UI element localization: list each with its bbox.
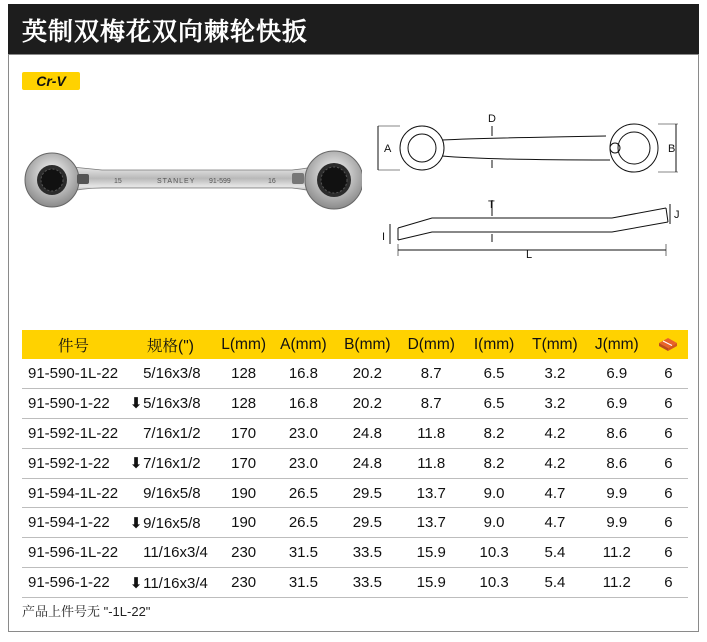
cell-part-number: 91-592-1L-22	[22, 418, 125, 448]
dim-label-t: T	[488, 199, 495, 211]
cell-t: 4.2	[525, 448, 585, 478]
cell-d: 11.8	[399, 448, 463, 478]
cell-d: 15.9	[399, 538, 463, 568]
col-header-t: T(mm)	[525, 330, 585, 359]
cell-b: 33.5	[335, 568, 399, 598]
dim-label-d: D	[488, 113, 496, 125]
cell-j: 9.9	[585, 508, 649, 538]
cell-size-value: 11/16x3/4	[143, 544, 208, 562]
model-marking: 91-599	[209, 178, 231, 185]
cell-l: 230	[216, 538, 272, 568]
cell-d: 13.7	[399, 508, 463, 538]
col-header-b: B(mm)	[335, 330, 399, 359]
cell-part-number: 91-590-1L-22	[22, 359, 125, 388]
cell-l: 128	[216, 359, 272, 388]
spec-table	[22, 330, 688, 598]
table-header-row	[22, 330, 688, 359]
cell-d: 8.7	[399, 388, 463, 418]
cell-a: 31.5	[271, 568, 335, 598]
table-row	[22, 508, 688, 538]
material-badge: Cr-V	[22, 72, 80, 90]
col-header-a: A(mm)	[271, 330, 335, 359]
cell-t: 5.4	[525, 538, 585, 568]
cell-size-value: 9/16x5/8	[143, 514, 201, 532]
dim-label-l: L	[526, 249, 533, 261]
cell-a: 23.0	[271, 418, 335, 448]
col-header-part: 件号	[22, 330, 125, 359]
table-row	[22, 568, 688, 598]
cell-i: 6.5	[463, 359, 525, 388]
cell-size	[125, 418, 216, 448]
cell-t: 3.2	[525, 359, 585, 388]
cell-t: 4.7	[525, 478, 585, 508]
cell-i: 10.3	[463, 538, 525, 568]
cell-j: 9.9	[585, 478, 649, 508]
cell-j: 6.9	[585, 388, 649, 418]
cell-size-value: 5/16x3/8	[143, 395, 201, 413]
cell-i: 9.0	[463, 478, 525, 508]
cell-l: 128	[216, 388, 272, 418]
cell-a: 16.8	[271, 359, 335, 388]
cell-i: 9.0	[463, 508, 525, 538]
table-body	[22, 359, 688, 598]
cell-i: 10.3	[463, 568, 525, 598]
cell-t: 4.7	[525, 508, 585, 538]
cell-part-number: 91-596-1-22	[22, 568, 125, 598]
cell-a: 26.5	[271, 508, 335, 538]
cell-size-value: 5/16x3/8	[143, 364, 201, 382]
photo-marking-right: 16	[268, 178, 276, 185]
cell-qty: 6	[649, 478, 688, 508]
dim-label-j: J	[674, 209, 680, 221]
cell-l: 170	[216, 448, 272, 478]
down-arrow-icon: ⬇	[129, 574, 143, 592]
cell-b: 29.5	[335, 508, 399, 538]
cell-a: 31.5	[271, 538, 335, 568]
col-header-pack	[649, 330, 688, 359]
cell-qty: 6	[649, 568, 688, 598]
cell-l: 190	[216, 478, 272, 508]
cell-size	[125, 538, 216, 568]
dimension-drawing	[376, 100, 686, 270]
side-view	[398, 208, 668, 240]
cell-size	[125, 478, 216, 508]
col-header-i: I(mm)	[463, 330, 525, 359]
cell-d: 15.9	[399, 568, 463, 598]
cell-part-number: 91-594-1-22	[22, 508, 125, 538]
footnote: 产品上件号无 "-1L-22"	[22, 604, 151, 619]
down-arrow-icon: ⬇	[129, 395, 143, 413]
table-row	[22, 538, 688, 568]
cell-l: 230	[216, 568, 272, 598]
cell-a: 26.5	[271, 478, 335, 508]
top-view	[400, 124, 658, 172]
dim-label-i: I	[382, 231, 386, 243]
table-row	[22, 448, 688, 478]
cell-i: 8.2	[463, 448, 525, 478]
cell-a: 23.0	[271, 448, 335, 478]
cell-size-value: 7/16x1/2	[143, 424, 201, 442]
cell-size	[125, 448, 216, 478]
table-row	[22, 478, 688, 508]
col-header-d: D(mm)	[399, 330, 463, 359]
cell-part-number: 91-594-1L-22	[22, 478, 125, 508]
dim-label-a: A	[384, 143, 392, 155]
cell-j: 11.2	[585, 538, 649, 568]
cell-size	[125, 568, 216, 598]
cell-a: 16.8	[271, 388, 335, 418]
cell-size	[125, 359, 216, 388]
table-row	[22, 359, 688, 388]
cell-qty: 6	[649, 388, 688, 418]
cell-j: 6.9	[585, 359, 649, 388]
down-arrow-icon: ⬇	[129, 514, 143, 532]
cell-size-value: 11/16x3/4	[143, 574, 208, 592]
page-title: 英制双梅花双向棘轮快扳	[22, 18, 309, 46]
cell-j: 8.6	[585, 448, 649, 478]
cell-b: 33.5	[335, 538, 399, 568]
table-row	[22, 418, 688, 448]
col-header-j: J(mm)	[585, 330, 649, 359]
cell-size-value: 9/16x5/8	[143, 484, 201, 502]
col-header-l: L(mm)	[216, 330, 272, 359]
cell-qty: 6	[649, 448, 688, 478]
brand-marking: STANLEY	[157, 178, 196, 185]
cell-l: 170	[216, 418, 272, 448]
cell-b: 24.8	[335, 448, 399, 478]
cell-i: 8.2	[463, 418, 525, 448]
cell-i: 6.5	[463, 388, 525, 418]
cell-part-number: 91-590-1-22	[22, 388, 125, 418]
title-bar	[8, 4, 699, 54]
cell-qty: 6	[649, 418, 688, 448]
col-header-size: 规格(")	[125, 330, 216, 359]
cell-j: 11.2	[585, 568, 649, 598]
table-row	[22, 388, 688, 418]
cell-size	[125, 388, 216, 418]
cell-t: 4.2	[525, 418, 585, 448]
cell-size	[125, 508, 216, 538]
cell-b: 20.2	[335, 388, 399, 418]
cell-qty: 6	[649, 359, 688, 388]
down-arrow-icon: ⬇	[129, 455, 143, 473]
cell-t: 5.4	[525, 568, 585, 598]
cell-d: 8.7	[399, 359, 463, 388]
cell-qty: 6	[649, 508, 688, 538]
dim-label-b: B	[668, 143, 676, 155]
cell-d: 11.8	[399, 418, 463, 448]
cell-part-number: 91-596-1L-22	[22, 538, 125, 568]
package-icon	[657, 336, 679, 352]
cell-size-value: 7/16x1/2	[143, 455, 201, 473]
photo-marking-left: 15	[114, 178, 122, 185]
cell-t: 3.2	[525, 388, 585, 418]
cell-b: 20.2	[335, 359, 399, 388]
cell-d: 13.7	[399, 478, 463, 508]
cell-j: 8.6	[585, 418, 649, 448]
cell-qty: 6	[649, 538, 688, 568]
cell-b: 24.8	[335, 418, 399, 448]
cell-l: 190	[216, 508, 272, 538]
wrench-photo	[22, 138, 362, 218]
cell-part-number: 91-592-1-22	[22, 448, 125, 478]
cell-b: 29.5	[335, 478, 399, 508]
